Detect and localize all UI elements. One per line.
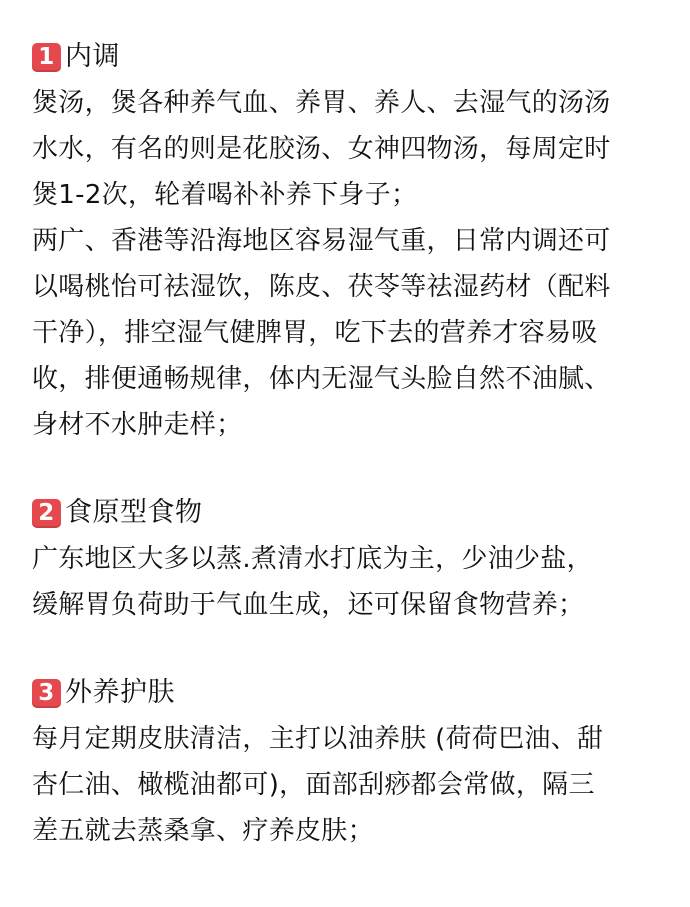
text-line: 煲汤，煲各种养气血、养胃、养人、去湿气的汤汤 (32, 88, 611, 118)
text-line: 以喝桃怡可祛湿饮，陈皮、茯苓等祛湿药材（配料 (32, 272, 611, 302)
text-line: 缓解胃负荷助于气血生成，还可保留食物营养； (32, 590, 585, 620)
section-heading (32, 490, 672, 536)
number-two-badge-icon: 2 (32, 499, 61, 528)
paragraph (32, 716, 672, 854)
text-line: 差五就去蒸桑拿、疗养皮肤； (32, 816, 374, 846)
section-whole-foods (32, 490, 672, 628)
section-heading (32, 34, 672, 80)
text-line: 身材不水肿走样； (32, 410, 243, 440)
section-title: 外养护肤 (65, 677, 175, 708)
number-three-badge-icon: 3 (32, 679, 61, 708)
text-line: 收，排便通畅规律，体内无湿气头脸自然不油腻、 (32, 364, 611, 394)
paragraph (32, 536, 672, 628)
text-line: 广东地区大多以蒸.煮清水打底为主，少油少盐， (32, 544, 593, 574)
section-heading (32, 670, 672, 716)
paragraph (32, 218, 672, 448)
text-line: 杏仁油、橄榄油都可)，面部刮痧都会常做，隔三 (32, 770, 595, 800)
text-line: 两广、香港等沿海地区容易湿气重，日常内调还可 (32, 226, 611, 256)
section-title: 内调 (65, 41, 120, 72)
article-body (32, 34, 672, 896)
section-title: 食原型食物 (65, 497, 203, 528)
section-inner-conditioning (32, 34, 672, 448)
section-skincare (32, 670, 672, 854)
paragraph (32, 80, 672, 218)
text-line: 干净），排空湿气健脾胃，吃下去的营养才容易吸 (32, 318, 598, 348)
text-line: 水水，有名的则是花胶汤、女神四物汤，每周定时 (32, 134, 611, 164)
text-line: 煲1-2次，轮着喝补补养下身子； (32, 180, 418, 210)
text-line: 每月定期皮肤清洁，主打以油养肤 (荷荷巴油、甜 (32, 724, 604, 754)
number-one-badge-icon: 1 (32, 43, 61, 72)
